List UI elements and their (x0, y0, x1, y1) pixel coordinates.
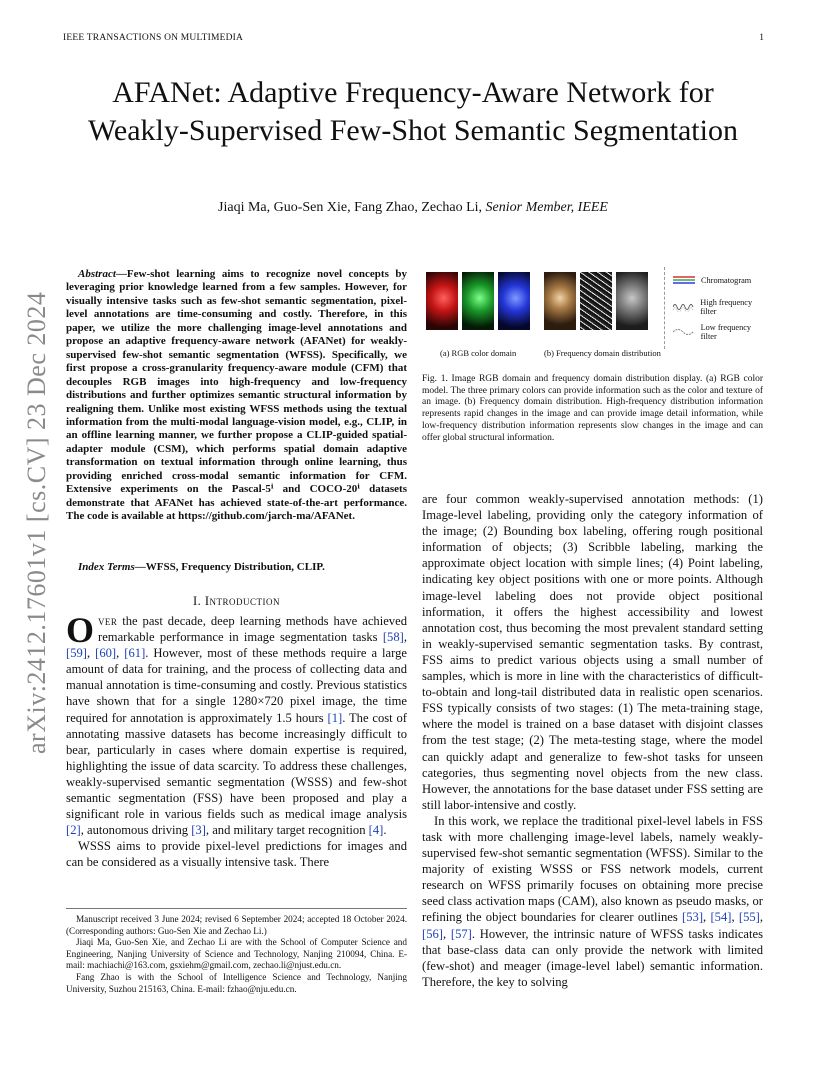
right-paragraph-2 (422, 813, 763, 990)
figure-caption: Fig. 1. Image RGB domain and frequency domain distribution display. (a) RGB color model. The three primary colors can provide information such as the color and texture of an image. (b) Frequency domain distribution. High-frequency distribution information represents rapid changes in the image and can provide image detail information, while low-frequency distribution information represents slow changes in the image and can offer global structural information. (422, 374, 763, 443)
intro-text-run: , autonomous driving (80, 823, 192, 838)
intro-text-run: . The cost of annotating massive datasets has become increasingly difficult to bear, particularly in cases where domain expertise is required, highlighting the issue of data scarcity. To address these challenges, weakly-supervised semantic segmentation (WSSS) and few-shot semantic segmentation (FSS) have been proposed and play a significant role in various fields such as medical image analysis (66, 710, 407, 822)
intro-first-word: ver (98, 614, 118, 628)
section-heading-introduction (66, 594, 407, 609)
citation-link[interactable]: [4] (368, 823, 384, 838)
right-column-text (422, 491, 763, 990)
arxiv-stamp: arXiv:2412.17601v1 [cs.CV] 23 Dec 2024 (22, 291, 51, 754)
citation-separator: , (759, 910, 764, 925)
author-names: Jiaqi Ma, Guo-Sen Xie, Fang Zhao, Zechao Li, (218, 200, 483, 215)
footnotes (66, 914, 407, 995)
author-line (63, 200, 763, 216)
intro-text-run: . However, most of these methods require a large amount of data for training, and the process of collecting data and manual annotation is time-consuming and costly. Previous statistics have shown that for a single 1280×720 pixel image, the time required for annotation is approximately 1.5 hours (66, 646, 407, 725)
author-membership: Senior Member, IEEE (485, 200, 608, 215)
paper-title: AFANet: Adaptive Frequency-Aware Network for Weakly-Supervised Few-Shot Semantic Segmentation (88, 76, 738, 147)
footnote-affiliation-2: Fang Zhao is with the School of Intelligence Science and Technology, Nanjing University, Suzhou 215163, China. E-mail: fzhao@nju.edu.cn. (66, 971, 407, 994)
intro-text-run: . (383, 823, 387, 838)
rgb-red-channel-image (426, 272, 458, 330)
journal-header: IEEE TRANSACTIONS ON MULTIMEDIA (63, 33, 244, 43)
citation-link[interactable]: [59] (66, 646, 87, 661)
figure-label-a: (a) RGB color domain (440, 348, 517, 358)
original-image-thumbnail (544, 272, 576, 330)
page-number: 1 (759, 33, 764, 43)
citation-link[interactable]: [53] (682, 910, 704, 925)
dropcap-letter: O (66, 610, 95, 650)
citation-link[interactable]: [2] (66, 823, 81, 838)
body-text-run: . However, the intrinsic nature of WFSS tasks indicates that base-class data can only provide the network with limited (few-shot) and meager (image-level label) semantic information. Therefore, the key to solving (422, 926, 764, 989)
high-frequency-image (580, 272, 612, 330)
footnote-rule (66, 908, 407, 909)
legend-label: Low frequency filter (700, 323, 752, 341)
citation-separator: , (731, 910, 739, 925)
legend-chromatogram (673, 275, 751, 285)
citation-link[interactable]: [57] (450, 926, 472, 941)
citation-link[interactable]: [54] (710, 910, 732, 925)
abstract (66, 268, 407, 524)
citation-link[interactable]: [58] (382, 630, 404, 645)
section-title: Introduction (204, 594, 281, 608)
footnote-affiliation-1: Jiaqi Ma, Guo-Sen Xie, and Zechao Li are with the School of Computer Science and Engineering, Nanjing University of Science and Technology, Nanjing 210094, China. E-mail: machiachi@163.com, gsxiehm@gmail.com, zechao.li@njust.edu.cn. (66, 937, 407, 971)
rgb-green-channel-image (462, 272, 494, 330)
intro-paragraph-2: WSSS aims to provide pixel-level predictions for images and can be considered as a visually intensive task. There (66, 839, 407, 870)
right-paragraph-1: are four common weakly-supervised annotation methods: (1) Image-level labeling, providing only the category information of the image; (2) Bounding box labeling, offering rough positional information of objects; (3) Scribble labeling, marking the approximate object location with simple lines; (4) Point labeling, indicating key object positions with one or more points. Although image-level labeling does not provide object positional information, it offers the highest accessibility and lowest annotation cost, thus becoming the most prevalent standard setting in weakly-supervised semantic segmentation tasks. By contrast, FSS aims to predict various objects using a small number of samples, which is more in line with the characteristics of difficult-to-obtain and long-tail distributed data in realistic open scenarios. FSS typically consists of two stages: (1) The meta-training stage, where the model is trained on a base dataset with disjoint classes from the test stage; (2) The meta-testing stage, where the model can quickly adapt and generalize to few-shot tasks for unseen categories, thus segmenting novel objects from the new class. However, the annotations for the base dataset under FSS setting are still labor-intensive and costly. (422, 492, 763, 812)
low-frequency-image (616, 272, 648, 330)
legend-high-frequency (673, 298, 768, 316)
figure-1 (418, 262, 768, 372)
citation-separator: , (442, 926, 451, 941)
rgb-blue-channel-image (498, 272, 530, 330)
citation-link[interactable]: [1] (327, 710, 343, 725)
citation-separator: , (116, 646, 125, 661)
footnote-manuscript: Manuscript received 3 June 2024; revised 6 September 2024; accepted 18 October 2024.(Corresponding authors: Guo-Sen Xie and Zechao Li.) (66, 914, 407, 936)
high-frequency-filter-icon (673, 302, 694, 312)
citation-link[interactable]: [3] (191, 823, 206, 838)
citation-separator: , (703, 910, 711, 925)
citation-link[interactable]: [55] (738, 910, 760, 925)
legend-low-frequency (673, 323, 768, 341)
citation-separator: , (403, 630, 407, 645)
citation-link[interactable]: [60] (95, 646, 117, 661)
intro-text-run: the past decade, deep learning methods have achieved remarkable performance in image segmentation tasks (98, 614, 407, 645)
legend-label: High frequency filter (700, 298, 753, 316)
index-terms-text: —WFSS, Frequency Distribution, CLIP. (134, 561, 325, 573)
intro-paragraph-1 (66, 610, 407, 838)
index-terms-lead: Index Terms (78, 561, 135, 573)
citation-separator: , (86, 646, 96, 661)
abstract-text: —Few-shot learning aims to recognize novel concepts by leveraging prior knowledge learned from a few samples. However, for visually intensive tasks such as few-shot semantic segmentation, pixel-level annotations are time-consuming and costly. Therefore, in this paper, we utilize the more challenging image-level annotations and propose an adaptive frequency-aware network (AFANet) for weakly-supervised few-shot semantic segmentation (WFSS). Specifically, we first propose a cross-granularity frequency-aware module (CFM) that decouples RGB images into high-frequency and low-frequency distributions and further optimizes semantic structural information by realigning them. Unlike most existing WFSS methods using the textual information from the multi-modal language-vision model, e.g., CLIP, in an offline learning manner, we further propose a CLIP-guided spatial-adapter module (CSM), which performs spatial domain adaptive transformation on textual information through online learning, thus providing enriched cross-modal semantic information for CFM. Extensive experiments on the Pascal-5ⁱ and COCO-20ⁱ datasets demonstrate that AFANet has achieved state-of-the-art performance. The code is available at https://github.com/jarch-ma/AFANet. (66, 268, 407, 523)
figure-label-b: (b) Frequency domain distribution (544, 348, 661, 358)
low-frequency-filter-icon (673, 327, 695, 337)
introduction-text (66, 610, 407, 871)
intro-text-run: , and military target recognition (205, 823, 369, 838)
citation-link[interactable]: [61] (124, 646, 146, 661)
chromatogram-icon (673, 275, 695, 285)
legend-label: Chromatogram (701, 275, 752, 285)
figure-divider (664, 267, 665, 349)
citation-link[interactable]: [56] (422, 926, 443, 941)
section-number: I. (192, 594, 202, 608)
abstract-lead: Abstract (78, 268, 116, 280)
index-terms (66, 561, 407, 575)
body-text-run: In this work, we replace the traditional pixel-level labels in FSS task with more challenging image-level labels, namely weakly-supervised few-shot semantic segmentation (WFSS). Similar to the majority of existing WSSS or FSS network models, current research on WFSS primarily focuses on obtaining more precise seed class activation maps (CAM), also known as pseudo masks, or refining the object boundaries for clearer outlines (422, 813, 763, 925)
